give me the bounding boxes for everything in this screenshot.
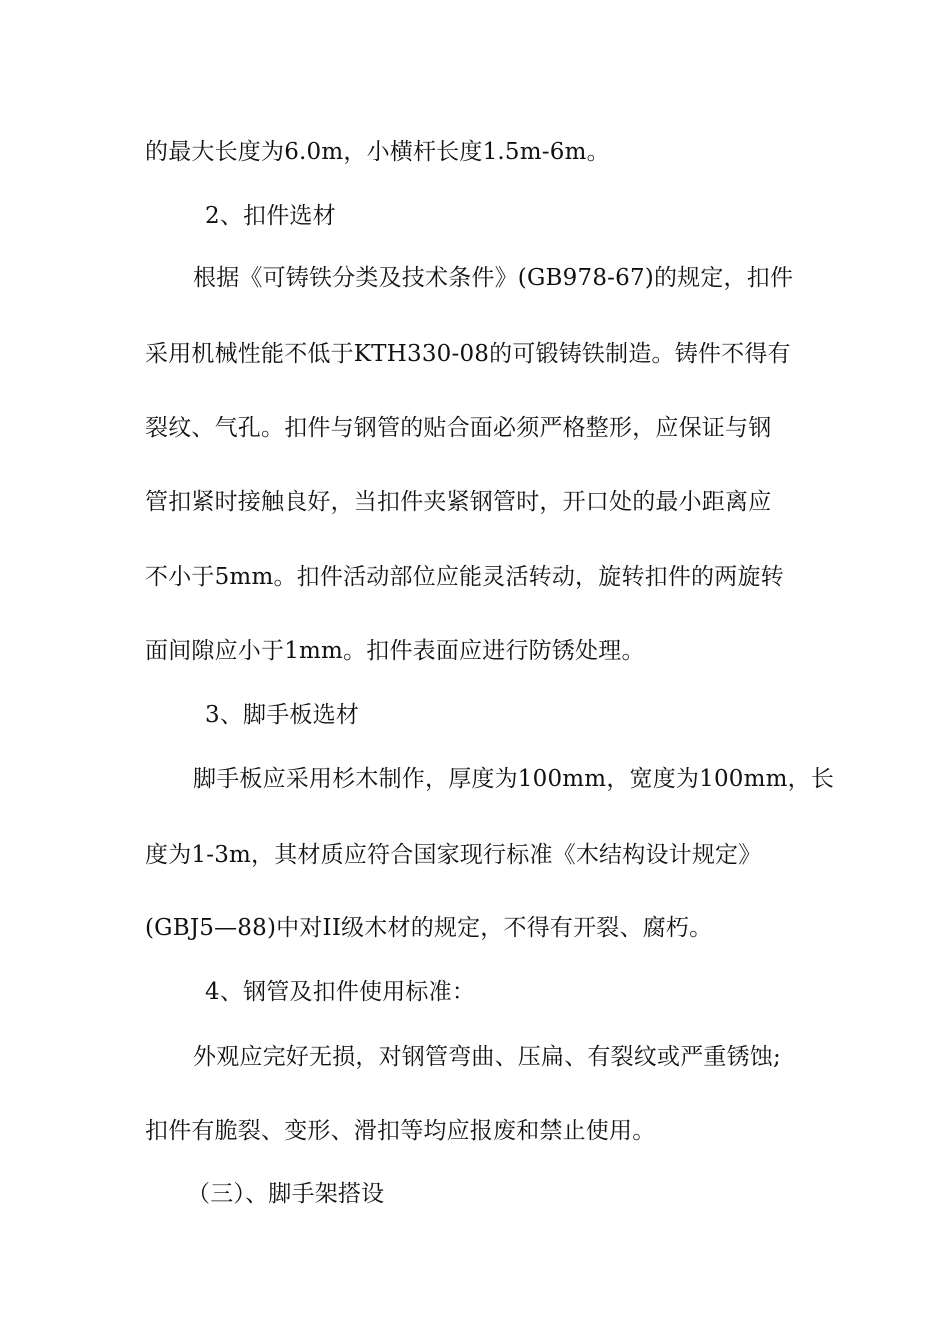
section-heading: 4、钢管及扣件使用标准： bbox=[205, 979, 476, 1005]
text-line: 不小于5mm。扣件活动部位应能灵活转动，旋转扣件的两旋转 bbox=[145, 564, 784, 590]
text-line: 面间隙应小于1mm。扣件表面应进行防锈处理。 bbox=[145, 638, 645, 664]
text-line: (GBJ5—88)中对II级木材的规定，不得有开裂、腐朽。 bbox=[145, 915, 713, 941]
text-line: 扣件有脆裂、变形、滑扣等均应报废和禁止使用。 bbox=[145, 1118, 656, 1144]
section-heading: 3、脚手板选材 bbox=[205, 702, 360, 728]
paragraph-line: 根据《可铸铁分类及技术条件》(GB978-67)的规定，扣件 bbox=[193, 265, 794, 291]
section-heading: （三）、脚手架搭设 bbox=[187, 1181, 385, 1207]
text-line: 度为1-3m，其材质应符合国家现行标准《木结构设计规定》 bbox=[145, 842, 762, 868]
paragraph-line: 外观应完好无损，对钢管弯曲、压扁、有裂纹或严重锈蚀; bbox=[193, 1044, 781, 1070]
paragraph-line: 脚手板应采用杉木制作，厚度为100mm，宽度为100mm，长 bbox=[193, 766, 835, 792]
text-line: 管扣紧时接触良好，当扣件夹紧钢管时，开口处的最小距离应 bbox=[145, 489, 772, 515]
section-heading: 2、扣件选材 bbox=[205, 203, 336, 229]
text-line: 裂纹、气孔。扣件与钢管的贴合面必须严格整形，应保证与钢 bbox=[145, 415, 772, 441]
text-line: 采用机械性能不低于KTH330-08的可锻铸铁制造。铸件不得有 bbox=[145, 341, 791, 367]
text-line: 的最大长度为6.0m，小横杆长度1.5m-6m。 bbox=[145, 139, 610, 165]
